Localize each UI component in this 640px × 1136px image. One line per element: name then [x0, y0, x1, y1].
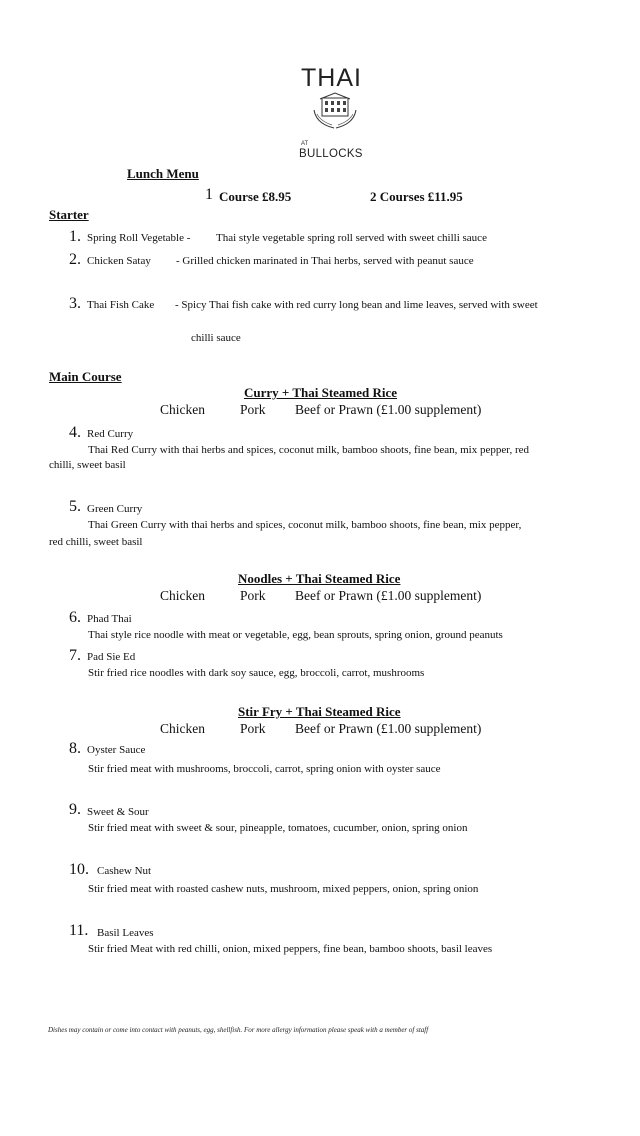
item-name: Spring Roll Vegetable - — [87, 232, 191, 244]
item-description: Thai Green Curry with thai herbs and spices, coconut milk, bamboo shoots, fine bean, mix pepper, — [88, 519, 522, 531]
item-number: 9. — [69, 801, 81, 818]
item-name: Thai Fish Cake — [87, 299, 155, 311]
item-name: Oyster Sauce — [87, 744, 146, 756]
option-beef-prawn: Beef or Prawn (£1.00 supplement) — [295, 588, 482, 603]
item-description-cont: chilli, sweet basil — [49, 459, 126, 471]
stirfry-heading: Stir Fry + Thai Steamed Rice — [238, 704, 401, 719]
item-name: Phad Thai — [87, 613, 132, 625]
item-description: - Spicy Thai fish cake with red curry long bean and lime leaves, served with sweet — [175, 299, 538, 311]
building-in-hands-icon — [310, 92, 360, 138]
item-description: Thai style vegetable spring roll served with sweet chilli sauce — [216, 232, 487, 244]
option-beef-prawn: Beef or Prawn (£1.00 supplement) — [295, 721, 482, 736]
item-name: Sweet & Sour — [87, 806, 149, 818]
item-description: - Grilled chicken marinated in Thai herbs, served with peanut sauce — [176, 255, 474, 267]
item-description: Stir fried meat with roasted cashew nuts, mushroom, mixed peppers, onion, spring onion — [88, 883, 479, 895]
item-number: 7. — [69, 647, 81, 664]
item-description: Stir fried Meat with red chilli, onion, mixed peppers, fine bean, bamboo shoots, basil leaves — [88, 943, 493, 955]
option-pork: Pork — [240, 721, 266, 736]
option-chicken: Chicken — [160, 721, 205, 736]
item-number: 1. — [69, 228, 81, 245]
item-name: Cashew Nut — [97, 865, 152, 877]
item-number: 2. — [69, 251, 81, 268]
item-number: 8. — [69, 740, 81, 757]
option-chicken: Chicken — [160, 588, 205, 603]
item-description-cont: red chilli, sweet basil — [49, 536, 143, 548]
allergy-notice: Dishes may contain or come into contact with peanuts, egg, shellfish. For more allergy information please speak with a member of staff — [48, 1026, 429, 1034]
noodles-heading: Noodles + Thai Steamed Rice — [238, 571, 401, 586]
item-number: 11. — [69, 922, 89, 939]
main-course-heading: Main Course — [49, 369, 122, 384]
option-pork: Pork — [240, 402, 266, 417]
item-description: Thai style rice noodle with meat or vegetable, egg, bean sprouts, spring onion, ground peanuts — [88, 629, 503, 641]
option-chicken: Chicken — [160, 402, 205, 417]
logo-at: AT — [301, 141, 309, 147]
item-description: Thai Red Curry with thai herbs and spices, coconut milk, bamboo shoots, fine bean, mix pepper, red — [88, 444, 529, 456]
menu-title: Lunch Menu — [127, 166, 199, 181]
item-name: Chicken Satay — [87, 255, 151, 267]
item-number: 3. — [69, 295, 81, 312]
item-description-cont: chilli sauce — [191, 332, 241, 344]
option-beef-prawn: Beef or Prawn (£1.00 supplement) — [295, 402, 482, 417]
item-number: 4. — [69, 424, 81, 441]
option-pork: Pork — [240, 588, 266, 603]
item-description: Stir fried rice noodles with dark soy sauce, egg, broccoli, carrot, mushrooms — [88, 667, 425, 679]
item-name: Basil Leaves — [97, 927, 154, 939]
logo-title: THAI — [301, 64, 362, 92]
two-courses-price: 2 Courses £11.95 — [370, 189, 463, 204]
curry-heading: Curry + Thai Steamed Rice — [244, 385, 398, 400]
one-course-number: 1 — [205, 186, 213, 203]
item-name: Pad Sie Ed — [87, 651, 136, 663]
one-course-price: Course £8.95 — [219, 189, 292, 204]
item-name: Green Curry — [87, 503, 143, 515]
item-number: 5. — [69, 498, 81, 515]
logo-name: BULLOCKS — [299, 148, 363, 160]
item-description: Stir fried meat with mushrooms, broccoli, carrot, spring onion with oyster sauce — [88, 763, 441, 775]
starter-heading: Starter — [49, 207, 89, 222]
item-description: Stir fried meat with sweet & sour, pineapple, tomatoes, cucumber, onion, spring onion — [88, 822, 468, 834]
item-number: 10. — [69, 861, 89, 878]
item-name: Red Curry — [87, 428, 134, 440]
item-number: 6. — [69, 609, 81, 626]
